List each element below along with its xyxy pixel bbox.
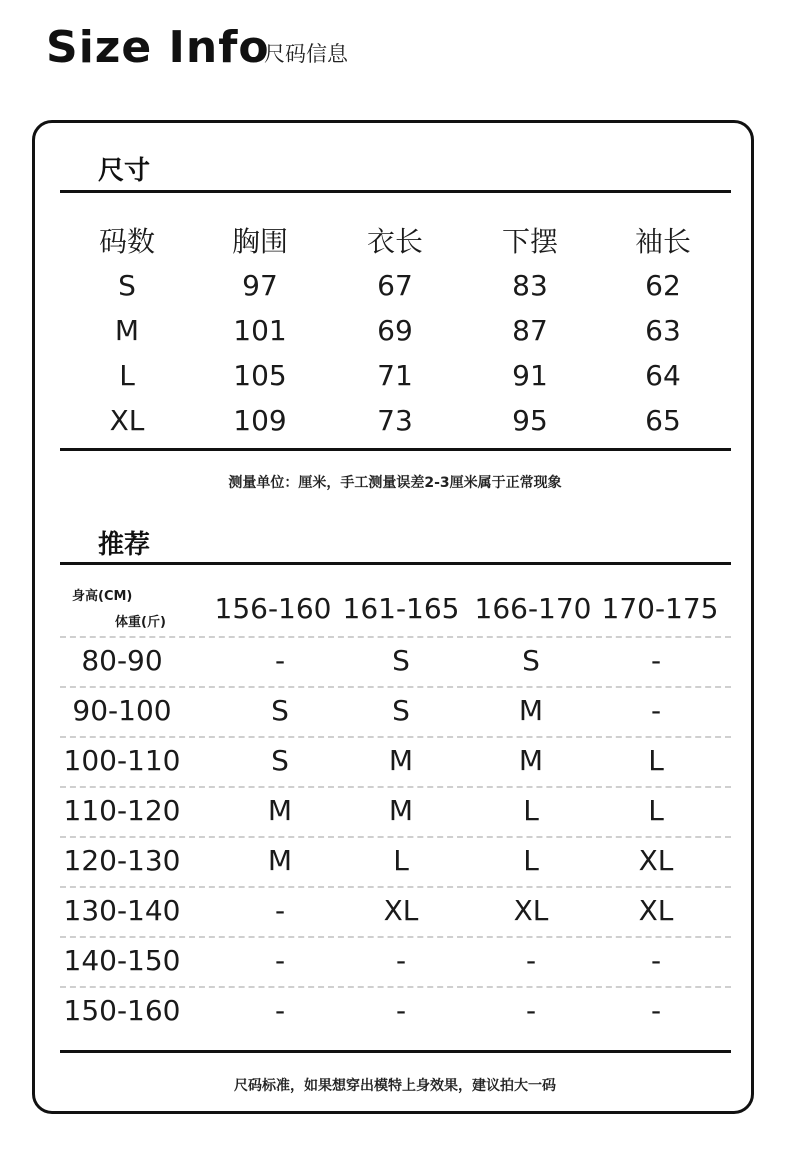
row-divider: [60, 936, 731, 938]
weight-axis-label: 体重(斤): [115, 615, 166, 630]
weight-range: 150-160: [63, 994, 181, 1027]
recommend-cell: -: [650, 694, 662, 727]
size-advice-note: 尺码标准，如果想穿出模特上身效果，建议拍大一码: [234, 1078, 556, 1094]
weight-range: 110-120: [63, 794, 181, 827]
recommend-cell: M: [267, 794, 293, 827]
size-cell: 109: [233, 404, 287, 437]
row-divider: [60, 686, 731, 688]
size-cell: 91: [512, 359, 548, 392]
size-cell: 101: [233, 314, 287, 347]
size-cell: 71: [377, 359, 413, 392]
measurement-note: 测量单位：厘米，手工测量误差2-3厘米属于正常现象: [228, 475, 562, 491]
recommend-cell: -: [525, 944, 537, 977]
row-divider: [60, 986, 731, 988]
weight-range: 130-140: [63, 894, 181, 927]
page-subtitle: 尺码信息: [264, 42, 348, 66]
weight-range: 80-90: [81, 644, 163, 677]
row-divider: [60, 836, 731, 838]
page-title: Size Info: [46, 22, 270, 73]
weight-range: 100-110: [63, 744, 181, 777]
recommend-cell: -: [650, 644, 662, 677]
recommend-cell: S: [392, 694, 410, 727]
height-col-header: 161-165: [342, 592, 460, 625]
recommend-cell: M: [518, 744, 544, 777]
size-cell: 87: [512, 314, 548, 347]
row-divider: [60, 636, 731, 638]
recommend-cell: -: [525, 994, 537, 1027]
recommend-cell: -: [395, 944, 407, 977]
height-axis-label: 身高(CM): [72, 589, 133, 604]
recommend-cell: M: [388, 794, 414, 827]
recommend-cell: XL: [638, 894, 674, 927]
size-cell: M: [114, 314, 140, 347]
size-col-header: 袖长: [634, 225, 692, 258]
size-cell: 97: [242, 269, 278, 302]
recommend-cell: S: [271, 694, 289, 727]
recommend-cell: XL: [513, 894, 549, 927]
recommend-cell: S: [271, 744, 289, 777]
height-col-header: 166-170: [474, 592, 592, 625]
recommend-cell: M: [267, 844, 293, 877]
recommend-cell: -: [274, 894, 286, 927]
size-cell: 64: [645, 359, 681, 392]
recommend-cell: M: [388, 744, 414, 777]
size-col-header: 胸围: [231, 225, 289, 258]
size-section-title: 尺寸: [98, 156, 151, 186]
size-cell: 69: [377, 314, 413, 347]
row-divider: [60, 786, 731, 788]
recommend-cell: L: [523, 844, 539, 877]
recommend-cell: -: [274, 994, 286, 1027]
recommend-table-top-rule: [60, 562, 731, 565]
size-col-header: 码数: [98, 225, 156, 258]
size-col-header: 下摆: [501, 225, 559, 258]
size-table-top-rule: [60, 190, 731, 193]
weight-range: 90-100: [72, 694, 172, 727]
recommend-cell: XL: [638, 844, 674, 877]
recommend-cell: -: [650, 944, 662, 977]
size-cell: 63: [645, 314, 681, 347]
recommend-table-bottom-rule: [60, 1050, 731, 1053]
height-col-header: 170-175: [601, 592, 719, 625]
size-cell: 95: [512, 404, 548, 437]
row-divider: [60, 886, 731, 888]
size-cell: XL: [109, 404, 145, 437]
recommend-cell: -: [650, 994, 662, 1027]
size-cell: S: [118, 269, 136, 302]
recommend-section-title: 推荐: [98, 530, 151, 560]
size-cell: 73: [377, 404, 413, 437]
weight-range: 120-130: [63, 844, 181, 877]
recommend-cell: S: [522, 644, 540, 677]
recommend-cell: -: [274, 644, 286, 677]
size-cell: 65: [645, 404, 681, 437]
size-table-bottom-rule: [60, 448, 731, 451]
recommend-cell: L: [393, 844, 409, 877]
recommend-cell: L: [648, 744, 664, 777]
size-cell: 105: [233, 359, 287, 392]
recommend-cell: L: [648, 794, 664, 827]
recommend-cell: M: [518, 694, 544, 727]
recommend-cell: -: [274, 944, 286, 977]
size-cell: 67: [377, 269, 413, 302]
weight-range: 140-150: [63, 944, 181, 977]
recommend-cell: S: [392, 644, 410, 677]
recommend-cell: XL: [383, 894, 419, 927]
size-cell: L: [119, 359, 135, 392]
recommend-cell: L: [523, 794, 539, 827]
recommend-cell: -: [395, 994, 407, 1027]
size-cell: 62: [645, 269, 681, 302]
row-divider: [60, 736, 731, 738]
size-cell: 83: [512, 269, 548, 302]
size-col-header: 衣长: [366, 225, 424, 258]
height-col-header: 156-160: [214, 592, 332, 625]
